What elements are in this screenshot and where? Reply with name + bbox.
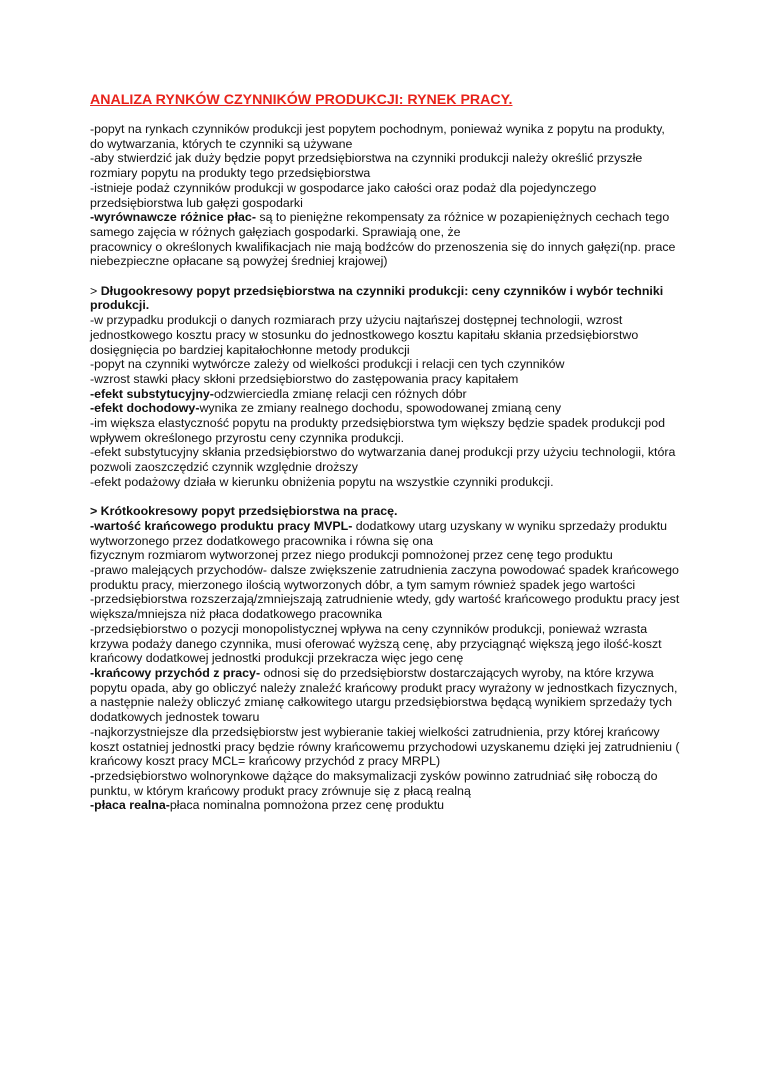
- paragraph-text: -prawo malejących przychodów- dalsze zwiększenie zatrudnienia zaczyna powodować spadek krańcowego produktu pracy, mierzonego ilością wytworzonych dóbr, a tym samym również spadek jego wartości: [90, 563, 679, 592]
- paragraph-text: -efekt podażowy działa w kierunku obniżenia popytu na wszystkie czynniki produkcji.: [90, 474, 554, 489]
- bold-term: -wyrównawcze różnice płac-: [90, 210, 256, 225]
- paragraph: [90, 548, 680, 563]
- section-long-term-demand: [90, 284, 680, 490]
- paragraph: [90, 313, 680, 357]
- paragraph: [90, 401, 680, 416]
- paragraph: [90, 592, 680, 621]
- paragraph: [90, 519, 680, 548]
- section-heading: [90, 284, 680, 313]
- paragraph-text: -aby stwierdzić jak duży będzie popyt przedsiębiorstwa na czynniki produkcji należy określić przyszłe rozmiary popytu na produkty tego przedsiębiorstwa: [90, 151, 643, 181]
- paragraph: [90, 445, 680, 474]
- paragraph-text: -wzrost stawki płacy skłoni przedsiębiorstwo do zastępowania pracy kapitałem: [90, 371, 519, 386]
- bold-term: -efekt substytucyjny-: [90, 386, 214, 401]
- paragraph: [90, 666, 680, 725]
- paragraph-text: dodatkowy utarg uzyskany w wyniku sprzedaży produktu wytworzonego przez dodatkowego pracownika i równa się ona: [90, 518, 668, 548]
- bold-term: -krańcowy przychód z pracy-: [90, 665, 261, 680]
- paragraph: [90, 725, 680, 769]
- spacer: [90, 269, 680, 284]
- heading-text: Długookresowy popyt przedsiębiorstwa na czynniki produkcji: ceny czynników i wybór techniki produkcji.: [90, 283, 664, 313]
- paragraph-text: są to pieniężne rekompensaty za różnice w pozapieniężnych cechach tego samego zajęcia w różnych gałęziach gospodarki. Sprawiają one, że: [90, 210, 670, 239]
- paragraph-text: -w przypadku produkcji o danych rozmiarach przy użyciu najtańszej dostępnej technologii, wzrost jednostkowego kosztu pracy w stosunku do jednostkowego kosztu kapitału skłania przedsiębiorstwo dosięgnięcia po bardziej kapitałochłonne metody produkcji: [90, 313, 639, 357]
- paragraph-text: odnosi się do przedsiębiorstw dostarczających wyroby, na które krzywa popytu opada, aby go obliczyć należy znaleźć krańcowy produkt pracy wyrażony w jednostkach fizycznych, a następnie należy obliczyć zmianę całkowitego utargu przedsiębiorstwa będącą wynikiem sprzedaży tych dodatkowych jednostek towaru: [90, 665, 678, 725]
- paragraph: [90, 622, 680, 666]
- paragraph: [90, 387, 680, 402]
- paragraph-text: przedsiębiorstwo wolnorynkowe dążące do maksymalizacji zysków powinno zatrudniać siłę roboczą do punktu, w którym krańcowy produkt pracy zrównuje się z płacą realną: [90, 768, 658, 798]
- document-title: ANALIZA RYNKÓW CZYNNIKÓW PRODUKCJI: RYNEK PRACY.: [90, 92, 513, 108]
- paragraph: [90, 769, 680, 798]
- paragraph-text: -istnieje podaż czynników produkcji w gospodarce jako całości oraz podaż dla pojedynczego przedsiębiorstwa lub gałęzi gospodarki: [90, 180, 597, 210]
- paragraph-text: -przedsiębiorstwa rozszerzają/zmniejszają zatrudnienie wtedy, gdy wartość krańcowego produktu pracy jest większa/mniejsza niż płaca dodatkowego pracownika: [90, 592, 680, 622]
- paragraph-text: wynika ze zmiany realnego dochodu, spowodowanej zmianą ceny: [199, 401, 562, 416]
- paragraph: [90, 416, 680, 445]
- paragraph-text: -przedsiębiorstwo o pozycji monopolistycznej wpływa na ceny czynników produkcji, ponieważ wzrasta krzywa podaży danego czynnika, musi oferować wyższą cenę, aby przyciągnąć większą jego ilość-koszt krańcowy dodatkowej jednostki produkcji przekracza więc jego cenę: [90, 621, 662, 666]
- paragraph: [90, 475, 680, 490]
- paragraph: [90, 372, 680, 387]
- paragraph: [90, 122, 680, 151]
- bold-term: -płaca realna-: [90, 798, 170, 813]
- intro-section: [90, 122, 680, 269]
- paragraph-text: -najkorzystniejsze dla przedsiębiorstw jest wybieranie takiej wielkości zatrudnienia, przy której krańcowy koszt ostatniej jednostki pracy będzie równy krańcowemu przychodowi uzyskanemu dzięki jej zatrudnieniu ( krańcowy koszt pracy MCL= krańcowy przychód z pracy MRPL): [90, 724, 680, 769]
- paragraph-text: -popyt na rynkach czynników produkcji jest popytem pochodnym, ponieważ wynika z popytu na produkty, do wytwarzania, których te czynniki są używane: [90, 122, 665, 151]
- document-body: [90, 122, 680, 813]
- paragraph-text: -efekt substytucyjny skłania przedsiębiorstwo do wytwarzania danej produkcji przy użyciu technologii, która pozwoli zaoszczędzić czynnik względnie droższy: [90, 445, 676, 475]
- paragraph-text: płaca nominalna pomnożona przez cenę produktu: [169, 798, 445, 813]
- heading-prefix: >: [90, 283, 101, 298]
- paragraph-text: odzwierciedla zmianę relacji cen różnych dóbr: [213, 386, 467, 401]
- paragraph: [90, 563, 680, 592]
- paragraph-text: -popyt na czynniki wytwórcze zależy od wielkości produkcji i relacji cen tych czynników: [90, 357, 565, 372]
- bold-term: -wartość krańcowego produktu pracy MVPL-: [90, 518, 353, 533]
- paragraph: [90, 210, 680, 239]
- paragraph: [90, 357, 680, 372]
- section-heading: > Krótkookresowy popyt przedsiębiorstwa na pracę.: [90, 504, 398, 519]
- paragraph-text: pracownicy o określonych kwalifikacjach nie mają bodźców do przenoszenia się do innych gałęzi(np. prace niebezpieczne opłacane są powyżej średniej krajowej): [90, 239, 676, 269]
- paragraph: [90, 798, 680, 813]
- paragraph: [90, 240, 680, 269]
- paragraph: [90, 181, 680, 210]
- paragraph: [90, 151, 680, 180]
- section-short-term-demand: [90, 504, 680, 813]
- spacer: [90, 490, 680, 505]
- paragraph-text: -im większa elastyczność popytu na produkty przedsiębiorstwa tym większy będzie spadek produkcji pod wpływem określonego przyrostu ceny czynnika produkcji.: [90, 416, 666, 445]
- paragraph-text: fizycznym rozmiarom wytworzonej przez niego produkcji pomnożonej przez cenę tego produktu: [90, 548, 613, 563]
- bold-term: -: [90, 768, 95, 783]
- bold-term: -efekt dochodowy-: [90, 401, 200, 416]
